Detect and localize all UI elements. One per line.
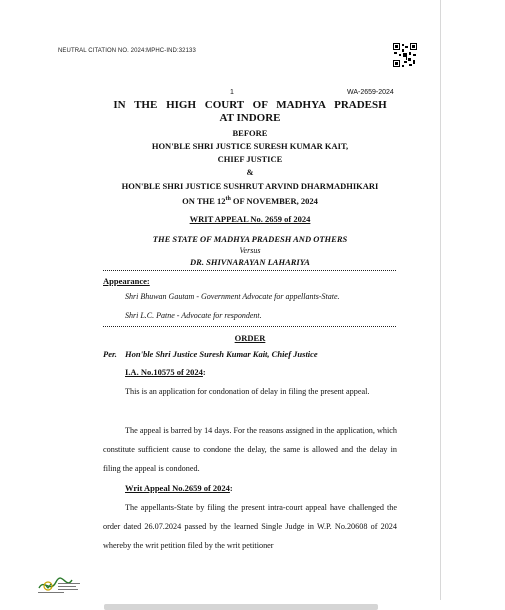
- dotted-divider: [103, 270, 396, 271]
- versus-label: Versus: [239, 246, 261, 255]
- paragraph: This is an application for condonation of delay in filing the present appeal.: [125, 387, 370, 396]
- respondent-name: DR. SHIVNARAYAN LAHARIYA: [190, 257, 310, 267]
- paragraph: The appellants-State by filing the present intra-court appeal have challenged the order dated 26.07.2024 passed by the learned Single Judge in W.P. No.20608 of 2024 whereby the writ petition filed by the writ petitioner: [103, 503, 397, 550]
- hearing-date: ON THE 12th OF NOVEMBER, 2024: [182, 196, 318, 206]
- appearance-respondent: Shri L.C. Patne - Advocate for respondent.: [125, 311, 262, 320]
- qr-code-icon: [392, 42, 418, 68]
- judge-1: HON'BLE SHRI JUSTICE SURESH KUMAR KAIT,: [151, 141, 349, 151]
- judge-2: HON'BLE SHRI JUSTICE SUSHRUT ARVIND DHARMADHIKARI: [121, 181, 379, 191]
- case-reference: WA-2659-2024: [347, 89, 394, 96]
- digital-signature-icon: [36, 574, 84, 596]
- judge-1-title: CHIEF JUSTICE: [217, 154, 283, 164]
- neutral-citation: NEUTRAL CITATION NO. 2024:MPHC-IND:32133: [58, 48, 196, 54]
- appearance-heading: Appearance:: [103, 276, 150, 286]
- ia-heading: I.A. No.10575 of 2024:: [125, 367, 206, 377]
- per-line: Per. Hon'ble Shri Justice Suresh Kumar Kait, Chief Justice: [103, 349, 318, 359]
- before-heading: BEFORE: [232, 128, 268, 138]
- writ-appeal-heading: Writ Appeal No.2659 of 2024:: [125, 483, 233, 493]
- ampersand: &: [246, 167, 254, 177]
- appearance-appellant: Shri Bhuwan Gautam - Government Advocate for appellants-State.: [125, 292, 340, 301]
- appellant-name: THE STATE OF MADHYA PRADESH AND OTHERS: [152, 234, 348, 244]
- page-number: 1: [230, 89, 234, 96]
- bench-location: AT INDORE: [219, 112, 281, 124]
- case-title: WRIT APPEAL No. 2659 of 2024: [189, 214, 311, 224]
- dotted-divider: [103, 326, 396, 327]
- court-name: IN THE HIGH COURT OF MADHYA PRADESH: [113, 99, 387, 111]
- paragraph: The appeal is barred by 14 days. For the reasons assigned in the application, which constitute sufficient cause to condone the delay, the same is allowed and the delay in filing the appeal is condoned.: [103, 426, 397, 473]
- order-heading: ORDER: [234, 333, 266, 343]
- horizontal-scrollbar[interactable]: [104, 604, 378, 610]
